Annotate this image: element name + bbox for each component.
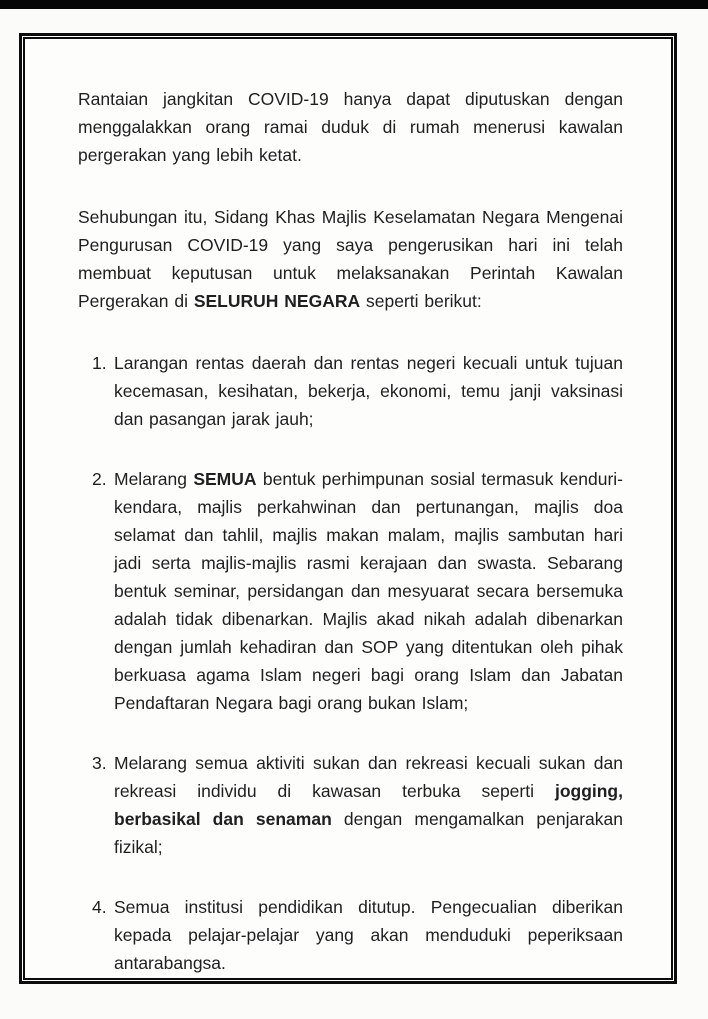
text-segment: seperti berikut:: [360, 291, 482, 311]
text-segment: Melarang: [114, 469, 194, 489]
text-segment: Rantaian jangkitan COVID-19 hanya dapat diputuskan dengan menggalakkan orang ramai duduk di rumah menerusi kawalan pergerakan yang lebih ketat.: [78, 89, 623, 165]
text-segment: dengan mengamalkan penjarakan fizikal;: [114, 809, 623, 857]
document-content: [25, 39, 671, 978]
list-item-3: [92, 749, 623, 861]
text-segment: Semua institusi pendidikan ditutup. Pengecualian diberikan kepada pelajar-pelajar yang akan menduduki peperiksaan antarabangsa.: [114, 897, 623, 973]
document-border-frame: [19, 33, 677, 984]
bold-text-segment: SELURUH NEGARA: [193, 291, 361, 311]
list-item-2: [92, 465, 623, 717]
list-number: 4.: [92, 897, 107, 917]
bold-text-segment: SEMUA: [193, 469, 257, 489]
bold-text-segment: jogging, berbasikal dan senaman: [114, 781, 623, 829]
list-number: 1.: [92, 353, 107, 373]
list-item-text: [114, 753, 623, 857]
text-segment: Sehubungan itu, Sidang Khas Majlis Keselamatan Negara Mengenai Pengurusan COVID-19 yang saya pengerusikan hari ini telah membuat keputusan untuk melaksanakan Perintah Kawalan Pergerakan di: [78, 207, 623, 311]
text-segment: Larangan rentas daerah dan rentas negeri kecuali untuk tujuan kecemasan, kesihatan, bekerja, ekonomi, temu janji vaksinasi dan pasangan jarak jauh;: [114, 353, 623, 429]
directives-list: [78, 349, 623, 977]
list-item-text: [114, 897, 623, 973]
list-item-text: [114, 353, 623, 429]
list-item-1: [92, 349, 623, 433]
paragraph-intro: [78, 85, 623, 169]
list-number: 3.: [92, 753, 107, 773]
text-segment: bentuk perhimpunan sosial termasuk kenduri-kendara, majlis perkahwinan dan pertunangan, majlis doa selamat dan tahlil, majlis makan malam, majlis sambutan hari jadi serta majlis-majlis rasmi kerajaan dan swasta. Sebarang bentuk seminar, persidangan dan mesyuarat secara bersemuka adalah tidak dibenarkan. Majlis akad nikah adalah dibenarkan dengan jumlah kehadiran dan SOP yang ditentukan oleh pihak berkuasa agama Islam negeri bagi orang Islam dan Jabatan Pendaftaran Negara bagi orang bukan Islam;: [114, 469, 623, 713]
photo-top-edge-bar: [0, 0, 708, 9]
list-item-4: [92, 893, 623, 977]
text-segment: Melarang semua aktiviti sukan dan rekreasi kecuali sukan dan rekreasi individu di kawasan terbuka seperti: [114, 753, 623, 801]
paragraph-decision: [78, 203, 623, 315]
list-item-text: [114, 469, 623, 713]
list-number: 2.: [92, 469, 107, 489]
document-border-frame-inner: [23, 37, 673, 980]
